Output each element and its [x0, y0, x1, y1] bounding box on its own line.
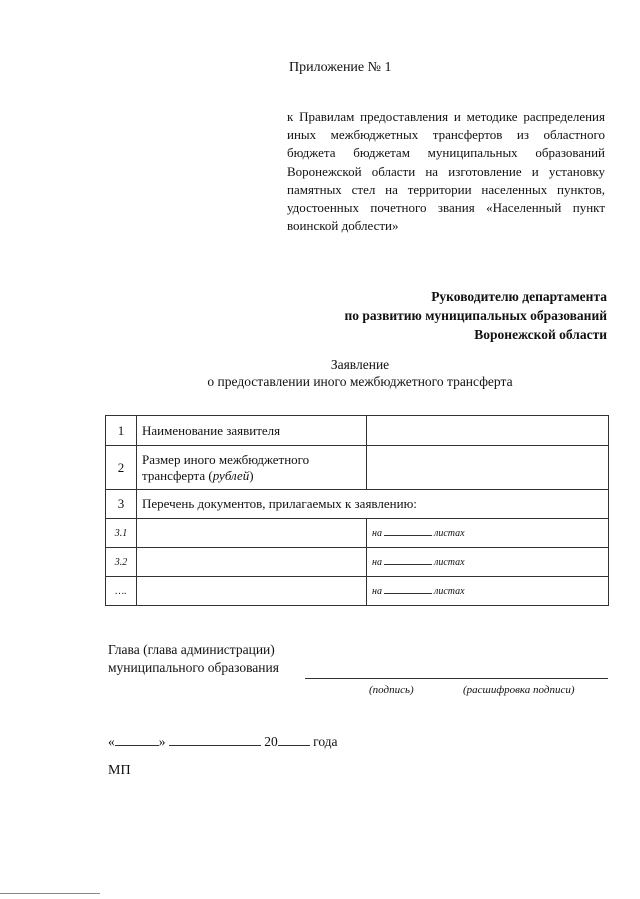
row-label-text: Размер иного межбюджетного трансферта ( — [142, 451, 310, 483]
sheet-count-cell — [367, 519, 609, 548]
sheets-prefix: на — [372, 585, 382, 597]
signature-line[interactable] — [305, 678, 608, 679]
sheet-count-cell — [367, 577, 609, 606]
month-field[interactable] — [169, 733, 261, 746]
appendix-text: к Правилам предоставления и методике распределения иных межбюджетных трансфертов из областного бюджета бюджетам муниципальных образований Воронежской области на изготовление и установку памятных стел на территории населенных пунктов, удостоенных почетного звания «Населенный пункт воинской доблести» — [287, 109, 605, 234]
sheets-prefix: на — [372, 556, 382, 568]
row-label: Перечень документов, прилагаемых к заявлению: — [137, 490, 609, 519]
footnote-divider — [0, 893, 100, 894]
row-number: 3.1 — [106, 519, 137, 548]
document-name-field[interactable] — [137, 577, 367, 606]
day-field[interactable] — [115, 733, 159, 746]
year-field[interactable] — [278, 733, 310, 746]
signatory-line-2: муниципального образования — [108, 660, 279, 675]
row-label-unit: рублей — [212, 467, 250, 483]
row-label — [137, 446, 367, 490]
sheets-suffix: листах — [433, 527, 465, 539]
table-row — [106, 446, 609, 490]
sheets-suffix: листах — [433, 585, 465, 597]
addressee-line-3: Воронежской области — [474, 327, 607, 342]
signatory-line-1: Глава (глава администрации) — [108, 642, 275, 657]
row-label: Наименование заявителя — [137, 416, 367, 446]
sheet-count-cell — [367, 548, 609, 577]
date-open-quote: « — [108, 734, 115, 749]
table-row — [106, 548, 609, 577]
table-row — [106, 519, 609, 548]
document-heading — [100, 356, 620, 390]
document-name-field[interactable] — [137, 519, 367, 548]
transfer-amount-field[interactable] — [367, 446, 609, 490]
addressee-line-2: по развитию муниципальных образований — [344, 308, 607, 323]
sheet-count-field[interactable] — [384, 564, 432, 565]
table-row — [106, 416, 609, 446]
document-title: Заявление — [330, 357, 390, 372]
application-table — [105, 415, 609, 606]
signature-block — [108, 641, 279, 677]
row-number: …. — [106, 577, 137, 606]
date-line — [108, 733, 338, 750]
stamp-place: МП — [108, 763, 131, 778]
sheet-count-field[interactable] — [384, 593, 432, 594]
sheet-count-field[interactable] — [384, 535, 432, 536]
applicant-name-field[interactable] — [367, 416, 609, 446]
year-suffix: года — [313, 734, 338, 749]
sheets-prefix: на — [372, 527, 382, 539]
signature-decode-caption: (расшифровка подписи) — [463, 684, 575, 696]
document-name-field[interactable] — [137, 548, 367, 577]
table-row — [106, 577, 609, 606]
year-prefix: 20 — [264, 734, 278, 749]
row-number: 2 — [106, 446, 137, 490]
row-number: 3.2 — [106, 548, 137, 577]
document-subtitle: о предоставлении иного межбюджетного трансферта — [207, 374, 513, 389]
row-number: 1 — [106, 416, 137, 446]
signature-caption: (подпись) — [369, 684, 414, 696]
row-number: 3 — [106, 490, 137, 519]
date-close-quote: » — [158, 734, 166, 749]
appendix-title: Приложение № 1 — [289, 60, 392, 75]
table-row — [106, 490, 609, 519]
row-label-close: ) — [249, 467, 254, 483]
addressee-block — [247, 287, 607, 344]
sheets-suffix: листах — [433, 556, 465, 568]
addressee-line-1: Руководителю департамента — [431, 289, 607, 304]
